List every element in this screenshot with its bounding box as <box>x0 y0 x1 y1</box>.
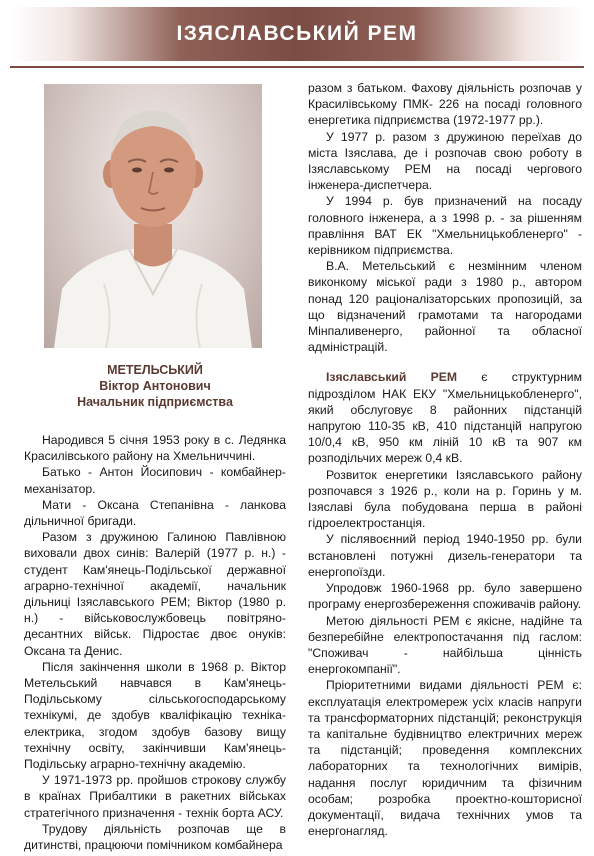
paragraph: Батько - Антон Йосипович - комбайнер-механізатор. <box>24 465 286 496</box>
paragraph: Після закінчення школи в 1968 р. Віктор Метельський навчався в Кам'янець-Подільському сільськогосподарському технікумі, де здобув кваліфікацію техніка-електрика, згодом здобув базову вищу технічну освіту, закінчивши Кам'янець-Подільську аграрно-технічну академію. <box>24 659 286 772</box>
left-column <box>24 432 286 853</box>
company-name: Ізяславський РЕМ <box>326 370 458 385</box>
paragraph: В.А. Метельський є незмінним членом виконкому міської ради з 1980 р., автором понад 120 раціоналізаторських пропозицій, за що відзначений грамотами та нагородами Мінпаливенерго, районної та обласної адміністрацій. <box>308 259 582 355</box>
portrait-illustration <box>44 84 262 348</box>
paragraph: У 1977 р. разом з дружиною переїхав до міста Ізяслава, де і розпочав свою роботу в Ізяславському РЕМ на посаді чергового інженера-диспетчера. <box>308 129 582 193</box>
title-banner <box>10 7 584 61</box>
company-intro-text: є структурним підрозділом НАК ЕКУ "Хмельницькобленерго", який обслуговує 8 районних підстанцій напругою 110-35 кВ, 410 підстанцій напругою 10/0,4 кВ, 950 км ліній 10 кВ та 907 км розподільчих мереж 0,4 кВ. <box>308 370 582 466</box>
paragraph: У 1971-1973 рр. пройшов строкову службу в країнах Прибалтики в ракетних військах стратегічного призначення - технік борта АСУ. <box>24 773 286 820</box>
paragraph: разом з батьком. Фахову діяльність розпочав у Красилівському ПМК- 226 на посаді головного енергетика підприємства (1972-1977 рр.). <box>308 81 582 128</box>
paragraph: У післявоєнний період 1940-1950 рр. були встановлені потужні дизель-генератори та енергопоїзди. <box>308 532 582 579</box>
caption-surname: МЕТЕЛЬСЬКИЙ <box>107 363 203 377</box>
company-intro-paragraph <box>308 369 582 466</box>
caption-position: Начальник підприємства <box>77 395 233 409</box>
paragraph: Розвиток енергетики Ізяславського району розпочався з 1926 р., коли на р. Горинь у м. Ізяславі була побудована перша в районі гідроелектростанція. <box>308 467 582 531</box>
header-divider <box>10 66 584 68</box>
paragraph: Мати - Оксана Степанівна - ланкова дільничної бригади. <box>24 497 286 529</box>
paragraph: Разом з дружиною Галиною Павлівною виховали двох синів: Валерій (1977 р. н.) - студент Кам'янець-Подільської державної аграрно-технічної академії, начальник дільниці Ізяславського РЕМ; Віктор (1980 р. н.) - військовослужбовець повітряно-десантних військ. Підростає двоє онуків: Оксана та Денис. <box>24 530 286 658</box>
paragraph: Пріоритетними видами діяльності РЕМ є: експлуатація електромереж усіх класів напруги та трансформаторних підстанцій; реконструкція та капітальне будівництво електричних мереж та підстанцій; проведення комплексних лабораторних та технологічних вимірів, надання послуг юридичним та фізичним особам; розробка проектно-кошторисної документації, видача технічних умов та енергонагляд. <box>308 678 582 839</box>
caption-name: Віктор Антонович <box>99 379 211 393</box>
right-column <box>308 80 582 839</box>
paragraph: Народився 5 січня 1953 року в с. Ледянка Красилівського району на Хмельниччині. <box>24 433 286 464</box>
paragraph: Метою діяльності РЕМ є якісне, надійне та безперебійне електропостачання під гаслом: "Споживач - найбільша цінність енергокомпанії". <box>308 613 582 677</box>
photo-caption <box>24 362 286 410</box>
portrait-photo <box>44 84 262 348</box>
page-title: ІЗЯСЛАВСЬКИЙ РЕМ <box>176 22 418 45</box>
paragraph: Трудову діяльність розпочав ще в дитинстві, працюючи помічником комбайнера <box>24 821 286 853</box>
paragraph: Упродовж 1960-1968 рр. було завершено програму енергозбереження споживачів району. <box>308 581 582 612</box>
header <box>0 0 594 70</box>
paragraph: У 1994 р. був призначений на посаду головного інженера, а з 1998 р. - за рішенням правління ВАТ ЕК "Хмельницькобленерго" - керівником підприємства. <box>308 194 582 258</box>
